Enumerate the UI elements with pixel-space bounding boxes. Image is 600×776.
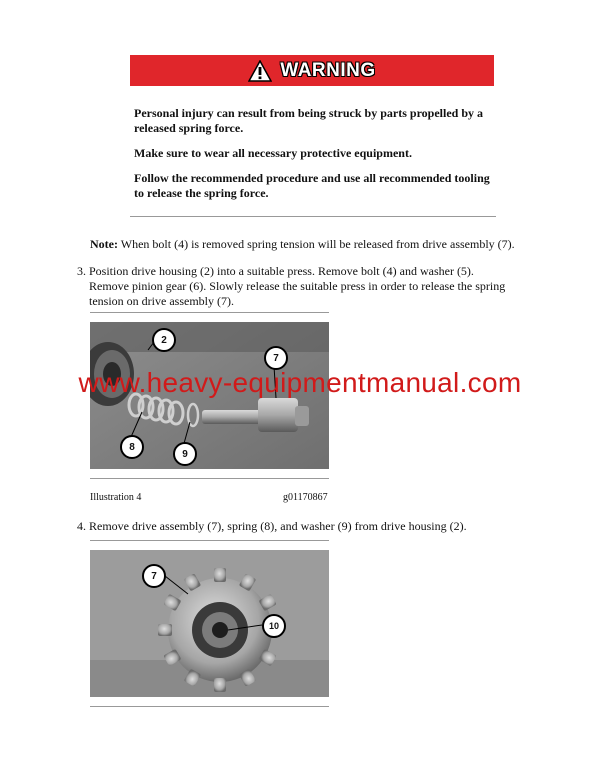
illustration-5-top-rule — [90, 540, 329, 541]
callout-7: 7 — [264, 346, 288, 370]
step-number: 4. — [77, 519, 86, 533]
note-label: Note: — [90, 237, 118, 251]
illustration-4-top-rule — [90, 312, 329, 313]
callout-7: 7 — [142, 564, 166, 588]
step-text: Position drive housing (2) into a suitable press. Remove bolt (4) and washer (5). Remove pinion gear (6). Slowly release the suitable press in order to release the spring tension on drive assembly (7). — [89, 264, 506, 308]
note — [90, 237, 515, 252]
warning-paragraph-3: Follow the recommended procedure and use all recommended tooling to release the spring force. — [134, 171, 490, 200]
illustration-4-id: g01170867 — [283, 492, 328, 503]
warning-paragraph-1: Personal injury can result from being struck by parts propelled by a released spring force. — [134, 106, 484, 135]
note-text: When bolt (4) is removed spring tension will be released from drive assembly (7). — [117, 237, 515, 251]
drive-gear-photo-illustration — [90, 550, 329, 697]
warning-label: WARNING — [280, 59, 376, 81]
illustration-4-caption: Illustration 4 — [90, 492, 142, 503]
watermark: www.heavy-equipmentmanual.com — [78, 367, 522, 398]
warning-triangle-icon — [248, 60, 272, 82]
step-text: Remove drive assembly (7), spring (8), and washer (9) from drive housing (2). — [89, 519, 467, 533]
callout-10: 10 — [262, 614, 286, 638]
warning-divider — [130, 216, 496, 217]
step-3 — [72, 264, 512, 310]
warning-paragraph-2: Make sure to wear all necessary protective equipment. — [134, 146, 412, 160]
illustration-4-bottom-rule — [90, 478, 329, 479]
callout-2: 2 — [152, 328, 176, 352]
illustration-5-photo — [90, 550, 329, 697]
callout-9: 9 — [173, 442, 197, 466]
warning-banner — [130, 55, 494, 86]
illustration-5-bottom-rule — [90, 706, 329, 707]
step-number: 3. — [77, 264, 86, 278]
callout-8: 8 — [120, 435, 144, 459]
step-4 — [72, 519, 512, 535]
